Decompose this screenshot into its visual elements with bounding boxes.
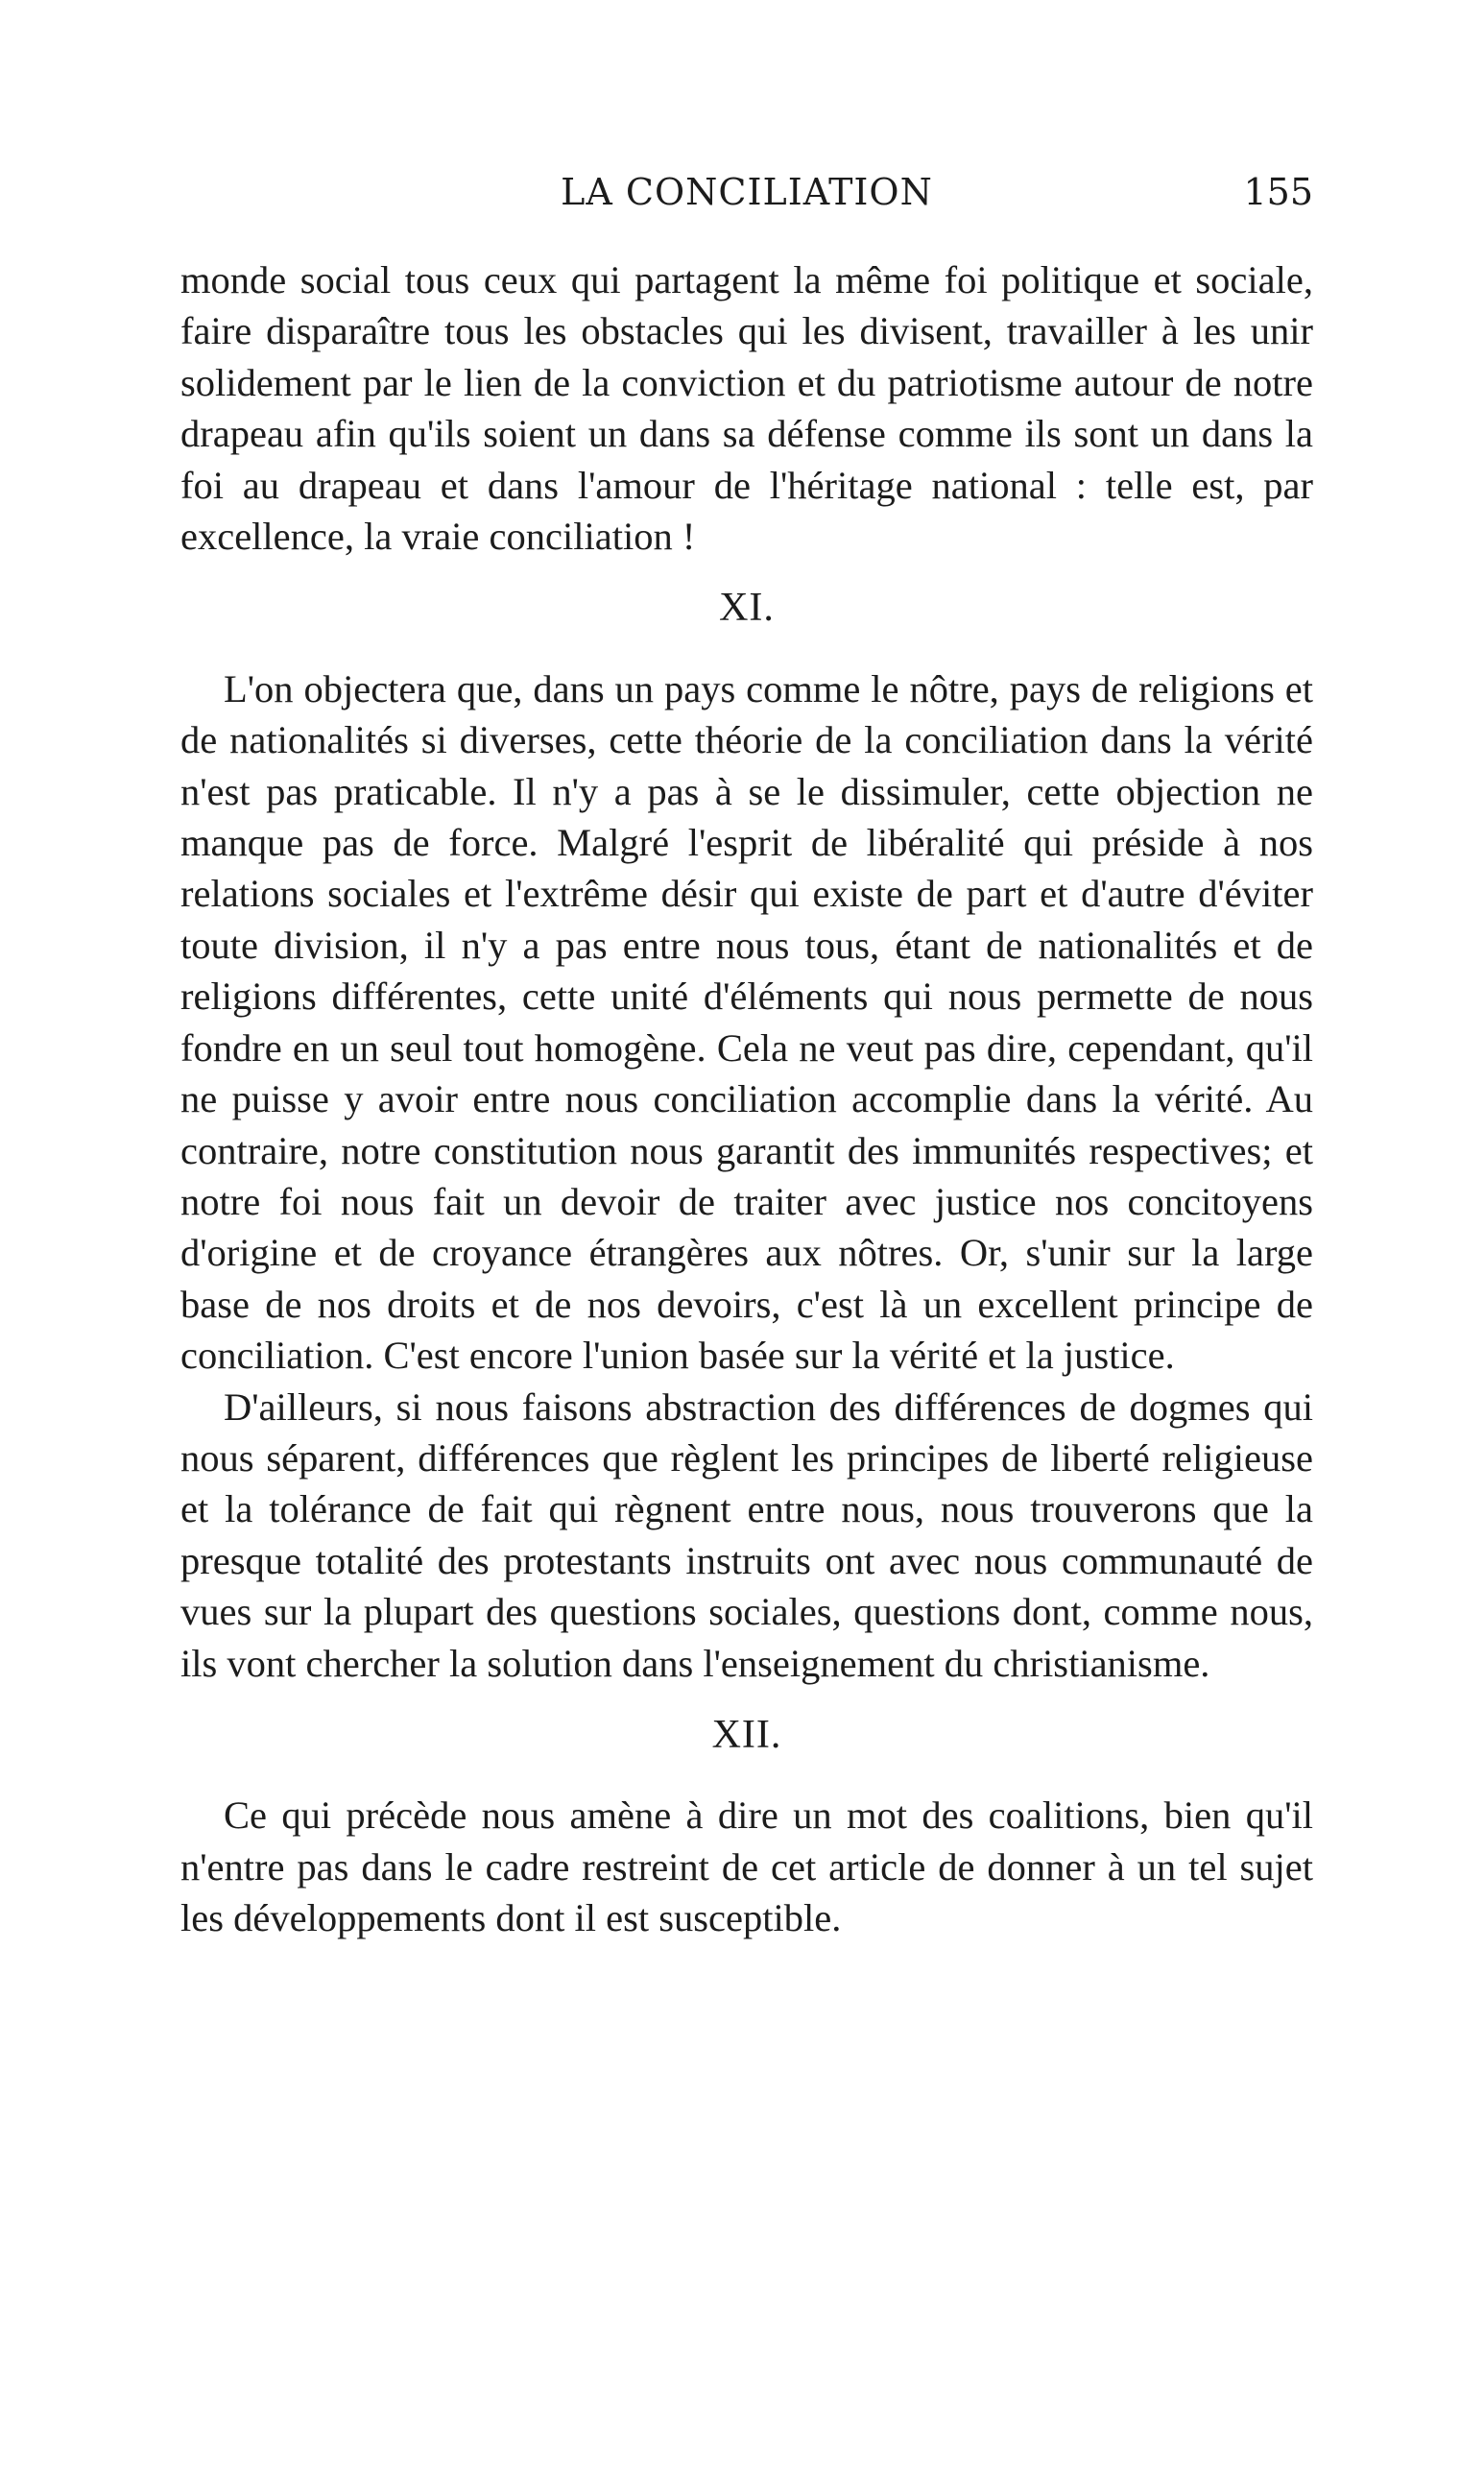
paragraph-4: Ce qui précède nous amène à dire un mot des coalitions, bien qu'il n'entre pas dans le cadre restreint de cet article de donner à un tel sujet les développements dont il est susceptible.: [180, 1793, 1313, 1940]
running-title: LA CONCILIATION: [561, 171, 933, 213]
section-heading-xi: XI.: [719, 586, 775, 631]
paragraph-1: monde social tous ceux qui partagent la même foi politique et sociale, faire disparaître tous les obstacles qui les divisent, travailler à les unir solidement par le lien de la conviction et du patriotisme autour de notre drapeau afin qu'ils soient un dans sa défense comme ils sont un dans la foi au drapeau et dans l'amour de l'héritage national : telle est, par excellence, la vraie conciliation !: [180, 258, 1313, 559]
paragraph-2: L'on objectera que, dans un pays comme le nôtre, pays de religions et de nationalités si diverses, cette théorie de la conciliation dans la vérité n'est pas praticable. Il n'y a pas à se le dissimuler, cette objection ne manque pas de force. Malgré l'esprit de libéralité qui préside à nos relations sociales et l'extrême désir qui existe de part et d'autre d'éviter toute division, il n'y a pas entre nous tous, étant de nationalités et de religions différentes, cette unité d'éléments qui nous permette de nous fondre en un seul tout homogène. Cela ne veut pas dire, cependant, qu'il ne puisse y avoir entre nous conciliation accomplie dans la vérité. Au contraire, notre constitution nous garantit des immunités respectives; et notre foi nous fait un devoir de traiter avec justice nos concitoyens d'origine et de croyance étrangères aux nôtres. Or, s'unir sur la large base de nos droits et de nos devoirs, c'est là un excellent principe de conciliation. C'est encore l'union basée sur la vérité et la justice.: [180, 666, 1313, 1378]
paragraph-3: D'ailleurs, si nous faisons abstraction des différences de dogmes qui nous séparent, différences que règlent les principes de liberté religieuse et la tolérance de fait qui règnent entre nous, nous trouverons que la presque totalité des protestants instruits ont avec nous communauté de vues sur la plupart des questions sociales, questions dont, comme nous, ils vont chercher la solution dans l'enseignement du christianisme.: [180, 1384, 1313, 1685]
page-header: [180, 171, 1313, 229]
section-heading-xii: XII.: [711, 1712, 782, 1757]
page-number: 155: [1243, 171, 1313, 213]
page-body: [180, 254, 1313, 1944]
